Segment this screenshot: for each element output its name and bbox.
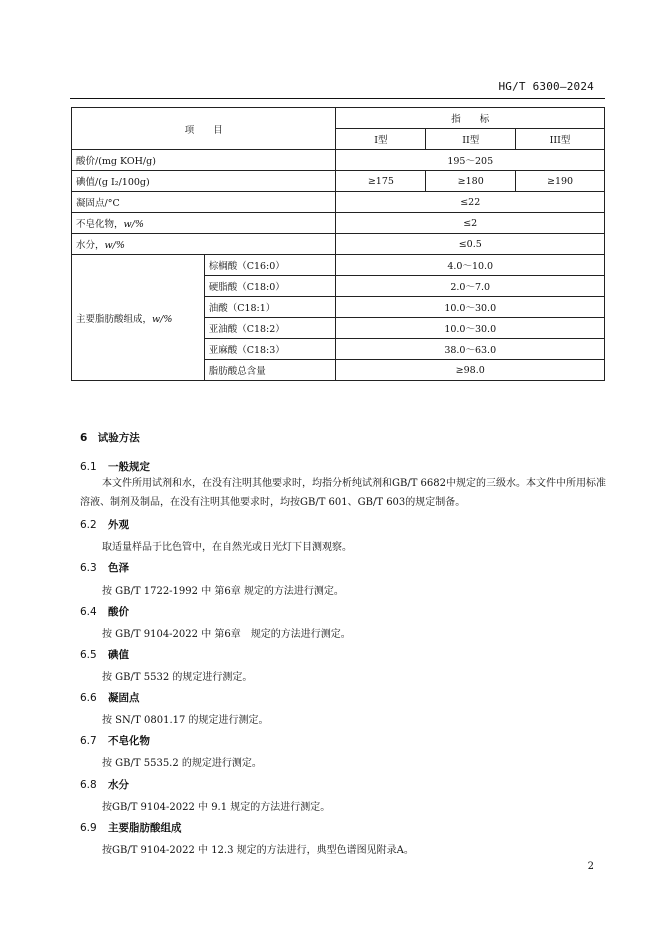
acid-value-label: 酸价/(mg KOH/g) (72, 150, 336, 171)
moisture-cell: ≤0.5 (336, 234, 605, 255)
iodine-value-grade-1: ≥175 (336, 171, 426, 192)
subsection-title: 碘值 (108, 649, 129, 661)
subsection-6-7-heading (80, 733, 150, 748)
subsection-6-7-text: 按 GB/T 5535.2 的规定进行测定。 (102, 758, 262, 769)
fatty-acid-label-text: 主要脂肪酸组成， (76, 313, 153, 325)
subsection-number: 6.6 (80, 692, 97, 704)
standard-code: HG/T 6300—2024 (498, 80, 594, 93)
table-row (72, 192, 605, 213)
fatty-acid-name: 油酸（C18:1） (204, 297, 336, 318)
unsaponifiable-cell: ≤2 (336, 213, 605, 234)
subsection-number: 6.7 (80, 735, 97, 747)
table-row (72, 150, 605, 171)
subsection-6-3-heading (80, 560, 129, 575)
subsection-6-8-text: 按GB/T 9104-2022 中 9.1 规定的方法进行测定。 (102, 802, 331, 813)
fatty-acid-value: 10.0～30.0 (336, 318, 605, 339)
subsection-6-5-heading (80, 647, 129, 662)
table-row (72, 213, 605, 234)
fatty-acid-group-label (72, 255, 205, 381)
moisture-label-text: 水分， (76, 240, 105, 251)
moisture-label (72, 234, 336, 255)
subsection-title: 酸价 (108, 606, 129, 618)
section-6-title: 6 试验方法 (80, 432, 140, 444)
fatty-acid-value: ≥98.0 (336, 360, 605, 381)
header-rule (70, 98, 605, 99)
subsection-title: 外观 (108, 519, 129, 531)
subsection-6-9-heading (80, 820, 182, 835)
unsaponifiable-label (72, 213, 336, 234)
iodine-value-grade-3: ≥190 (516, 171, 605, 192)
subsection-title: 水分 (108, 779, 129, 791)
moisture-label-unit: w/% (104, 240, 125, 251)
subsection-6-4-text: 按 GB/T 9104-2022 中 第6章 规定的方法进行测定。 (102, 629, 351, 640)
fatty-acid-name: 亚麻酸（C18:3） (204, 339, 336, 360)
subsection-6-1-paragraph: 本文件所用试剂和水，在没有注明其他要求时，均指分析纯试剂和GB/T 6682中规定的三级水。本文件中所用标准溶液、制剂及制品，在没有注明其他要求时，均按GB/T 601、GB/T 603的规定制备。 (80, 478, 607, 508)
solidifying-point-label: 凝固点/°C (72, 192, 336, 213)
indicator-header: 指 标 (336, 108, 605, 129)
acid-value-cell: 195～205 (336, 150, 605, 171)
table-row (72, 171, 605, 192)
fatty-acid-value: 4.0～10.0 (336, 255, 605, 276)
fatty-acid-value: 10.0～30.0 (336, 297, 605, 318)
subsection-6-2-heading (80, 517, 129, 532)
iodine-value-label: 碘值/(g I₂/100g) (72, 171, 336, 192)
subsection-6-6-text: 按 SN/T 0801.17 的规定进行测定。 (102, 715, 269, 726)
table-row (72, 108, 605, 129)
spec-table (71, 107, 605, 381)
subsection-6-9-text: 按GB/T 9104-2022 中 12.3 规定的方法进行，典型色谱图见附录A。 (102, 845, 414, 856)
subsection-number: 6.9 (80, 822, 97, 834)
subsection-title: 一般规定 (108, 461, 150, 473)
unsaponifiable-label-unit: w/% (123, 219, 144, 230)
subsection-title: 不皂化物 (108, 735, 150, 747)
fatty-acid-value: 38.0～63.0 (336, 339, 605, 360)
subsection-6-1-heading (80, 459, 150, 474)
subsection-number: 6.3 (80, 562, 97, 574)
grade-2-header: II型 (426, 129, 516, 150)
page-number: 2 (587, 861, 594, 872)
solidifying-point-cell: ≤22 (336, 192, 605, 213)
fatty-acid-name: 棕榈酸（C16:0） (204, 255, 336, 276)
subsection-number: 6.5 (80, 649, 97, 661)
grade-3-header: III型 (516, 129, 605, 150)
subsection-6-5-text: 按 GB/T 5532 的规定进行测定。 (102, 672, 253, 683)
table-row (72, 255, 605, 276)
subsection-title: 主要脂肪酸组成 (108, 822, 182, 834)
subsection-6-6-heading (80, 690, 140, 705)
subsection-number: 6.2 (80, 519, 97, 531)
grade-1-header: I型 (336, 129, 426, 150)
subsection-6-2-text: 取适量样品于比色管中，在自然光或日光灯下目测观察。 (102, 542, 352, 553)
subsection-6-4-heading (80, 604, 129, 619)
subsection-title: 凝固点 (108, 692, 140, 704)
fatty-acid-name: 脂肪酸总含量 (204, 360, 336, 381)
iodine-value-grade-2: ≥180 (426, 171, 516, 192)
subsection-6-3-text: 按 GB/T 1722-1992 中 第6章 规定的方法进行测定。 (102, 586, 344, 597)
subsection-6-8-heading (80, 777, 129, 792)
fatty-acid-value: 2.0～7.0 (336, 276, 605, 297)
subsection-number: 6.8 (80, 779, 97, 791)
fatty-acid-name: 亚油酸（C18:2） (204, 318, 336, 339)
fatty-acid-label-unit: w/% (152, 313, 173, 325)
subsection-title: 色泽 (108, 562, 129, 574)
unsaponifiable-label-text: 不皂化物， (76, 219, 124, 230)
subsection-number: 6.4 (80, 606, 97, 618)
item-header: 项 目 (72, 108, 336, 150)
subsection-number: 6.1 (80, 461, 97, 473)
fatty-acid-name: 硬脂酸（C18:0） (204, 276, 336, 297)
table-row (72, 234, 605, 255)
